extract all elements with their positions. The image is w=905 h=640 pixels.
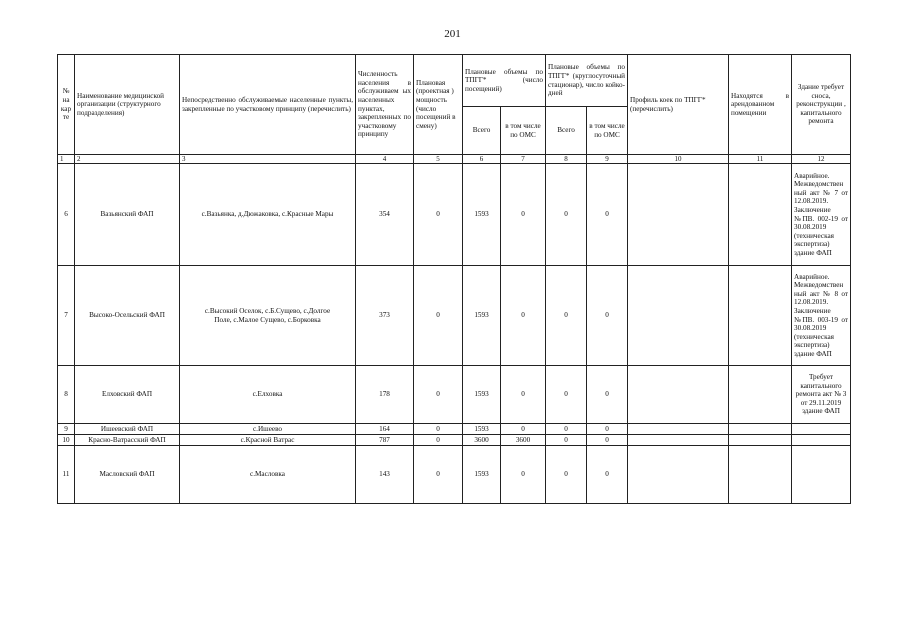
cell-population: 143	[356, 446, 414, 504]
table-row	[58, 366, 851, 424]
cell-bed-profile	[628, 164, 729, 266]
column-number: 12	[792, 155, 851, 164]
cell-visits-total: 1593	[463, 164, 501, 266]
cell-served-settlements: с.Красной Ватрас	[180, 435, 356, 446]
column-number: 7	[501, 155, 546, 164]
page-number: 201	[444, 28, 461, 40]
header-bed-profile: Профиль коек по ТПГГ* (перечислить)	[628, 55, 729, 155]
column-number: 10	[628, 155, 729, 164]
table-row	[58, 266, 851, 366]
cell-days-total: 0	[546, 366, 587, 424]
cell-days-total: 0	[546, 435, 587, 446]
cell-capacity: 0	[414, 366, 463, 424]
table-row	[58, 164, 851, 266]
cell-organization: Вазьянский ФАП	[75, 164, 180, 266]
cell-bed-profile	[628, 366, 729, 424]
cell-num: 11	[58, 446, 75, 504]
cell-capacity: 0	[414, 266, 463, 366]
cell-capacity: 0	[414, 435, 463, 446]
cell-population: 178	[356, 366, 414, 424]
cell-days-oms: 0	[587, 424, 628, 435]
cell-bed-profile	[628, 424, 729, 435]
header-days-oms: в том числе по ОМС	[587, 107, 628, 155]
header-organization: Наименование медицинской организации (структурного подразделения)	[75, 55, 180, 155]
cell-days-oms: 0	[587, 435, 628, 446]
cell-rented	[729, 366, 792, 424]
cell-days-total: 0	[546, 266, 587, 366]
column-number: 8	[546, 155, 587, 164]
cell-num: 9	[58, 424, 75, 435]
cell-population: 354	[356, 164, 414, 266]
header-days-total: Всего	[546, 107, 587, 155]
cell-capacity: 0	[414, 424, 463, 435]
cell-visits-oms: 0	[501, 424, 546, 435]
cell-num: 6	[58, 164, 75, 266]
cell-served-settlements: с.Ишеево	[180, 424, 356, 435]
column-number: 3	[180, 155, 356, 164]
cell-days-oms: 0	[587, 366, 628, 424]
header-visits-total: Всего	[463, 107, 501, 155]
cell-population: 787	[356, 435, 414, 446]
cell-rented	[729, 446, 792, 504]
cell-visits-oms: 0	[501, 366, 546, 424]
cell-days-oms: 0	[587, 446, 628, 504]
cell-rented	[729, 435, 792, 446]
header-rented: Находятся в арендованном помещении	[729, 55, 792, 155]
cell-visits-total: 1593	[463, 366, 501, 424]
cell-building-state: Требует капитального ремонта акт № 3 от 29.11.2019 здание ФАП	[792, 366, 851, 424]
cell-building-state	[792, 424, 851, 435]
cell-bed-profile	[628, 435, 729, 446]
column-number: 1	[58, 155, 75, 164]
cell-bed-profile	[628, 266, 729, 366]
cell-capacity: 0	[414, 446, 463, 504]
cell-building-state	[792, 446, 851, 504]
cell-visits-oms: 0	[501, 266, 546, 366]
cell-visits-total: 3600	[463, 435, 501, 446]
cell-visits-total: 1593	[463, 424, 501, 435]
cell-rented	[729, 164, 792, 266]
cell-days-total: 0	[546, 446, 587, 504]
cell-rented	[729, 424, 792, 435]
cell-organization: Елховский ФАП	[75, 366, 180, 424]
cell-population: 164	[356, 424, 414, 435]
cell-num: 7	[58, 266, 75, 366]
column-number: 5	[414, 155, 463, 164]
cell-visits-oms: 3600	[501, 435, 546, 446]
header-population: Численность населения в обслуживаем ых населенных пунктах, закрепленных по участковому принципу	[356, 55, 414, 155]
header-visits-oms: в том числе по ОМС	[501, 107, 546, 155]
column-number: 9	[587, 155, 628, 164]
header-capacity: Плановая (проектная ) мощность (число посещений в смену)	[414, 55, 463, 155]
column-number: 4	[356, 155, 414, 164]
table-row	[58, 446, 851, 504]
cell-visits-total: 1593	[463, 266, 501, 366]
cell-building-state: Аварийное. Межведомствен ный акт № 8 от 12.08.2019. Заключение №ПВ. 003-19 от 30.08.2019 (техническая экспертиза) здание ФАП	[792, 266, 851, 366]
cell-num: 8	[58, 366, 75, 424]
cell-days-oms: 0	[587, 266, 628, 366]
column-number: 6	[463, 155, 501, 164]
facilities-table	[57, 54, 851, 504]
cell-rented	[729, 266, 792, 366]
table-row	[58, 435, 851, 446]
header-building-state: Здание требует сноса, реконструкции , капитального ремонта	[792, 55, 851, 155]
cell-served-settlements: с.Масловка	[180, 446, 356, 504]
column-number: 2	[75, 155, 180, 164]
cell-visits-oms: 0	[501, 164, 546, 266]
header-bed-days-group: Плановые объемы по ТПГГ* (круглосуточный стационар), число койко-дней	[546, 55, 628, 107]
cell-num: 10	[58, 435, 75, 446]
column-numbers-row	[58, 155, 851, 164]
cell-building-state: Аварийное. Межведомствен ный акт № 7 от 12.08.2019. Заключение №ПВ. 002-19 от 30.08.2019 (техническая экспертиза) здание ФАП	[792, 164, 851, 266]
table-row	[58, 424, 851, 435]
cell-days-oms: 0	[587, 164, 628, 266]
cell-organization: Красно-Ватрасский ФАП	[75, 435, 180, 446]
cell-organization: Масловский ФАП	[75, 446, 180, 504]
header-served-settlements: Непосредственно обслуживаемые населенные пункты, закрепленные по участковому принципу (перечислить)	[180, 55, 356, 155]
cell-organization: Высоко-Осельский ФАП	[75, 266, 180, 366]
column-number: 11	[729, 155, 792, 164]
header-num: № на кар те	[58, 55, 75, 155]
cell-visits-oms: 0	[501, 446, 546, 504]
header-visits-group: Плановые объемы по ТПГГ* (число посещений)	[463, 55, 546, 107]
cell-days-total: 0	[546, 424, 587, 435]
cell-served-settlements: с.Вазьянка, д.Дюжаковка, с.Красные Мары	[180, 164, 356, 266]
cell-capacity: 0	[414, 164, 463, 266]
cell-visits-total: 1593	[463, 446, 501, 504]
cell-population: 373	[356, 266, 414, 366]
cell-days-total: 0	[546, 164, 587, 266]
cell-bed-profile	[628, 446, 729, 504]
cell-served-settlements: с.Елховка	[180, 366, 356, 424]
cell-organization: Ишеевский ФАП	[75, 424, 180, 435]
cell-building-state	[792, 435, 851, 446]
cell-served-settlements: с.Высокий Оселок, с.Б.Сущево, с.Долгое Поле, с.Малое Сущево, с.Борковка	[180, 266, 356, 366]
